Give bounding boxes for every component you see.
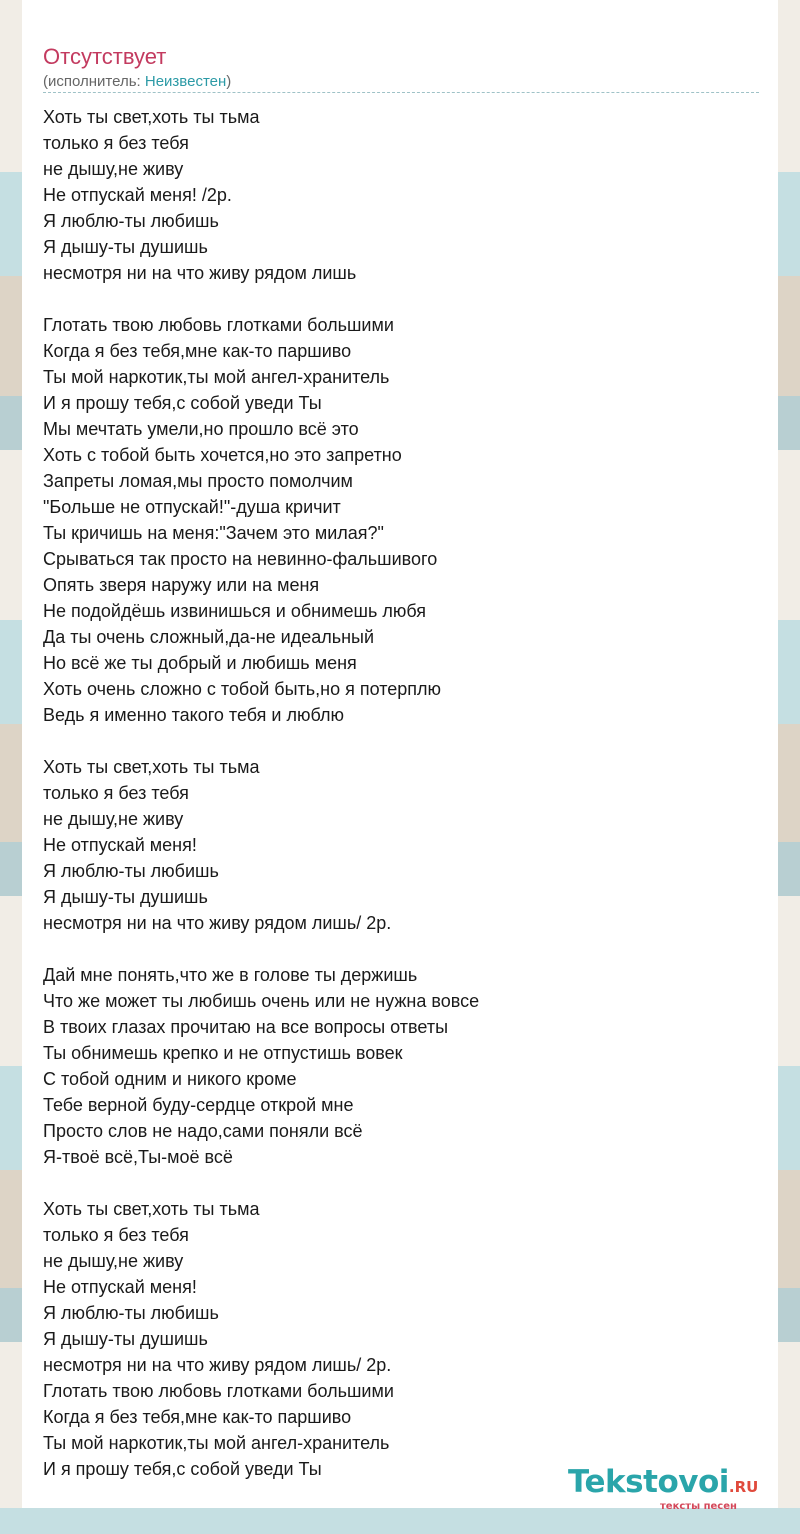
lyric-line: Хоть ты свет,хоть ты тьма: [43, 1199, 260, 1219]
lyric-line: [43, 1170, 758, 1196]
song-title: Отсутствует: [43, 44, 167, 69]
lyric-line: Я люблю-ты любишь: [43, 211, 219, 231]
lyric-line: не дышу,не живу: [43, 809, 184, 829]
lyric-line: [43, 936, 758, 962]
lyric-line: [43, 728, 758, 754]
lyric-line: несмотря ни на что живу рядом лишь/ 2р.: [43, 913, 392, 933]
lyric-line: Хоть с тобой быть хочется,но это запретно: [43, 445, 402, 465]
lyric-line: [43, 286, 758, 312]
lyric-line: Мы мечтать умели,но прошло всё это: [43, 419, 359, 439]
artist-suffix: ): [226, 73, 232, 90]
lyric-line: только я без тебя: [43, 133, 189, 153]
lyric-line: Ведь я именно такого тебя и люблю: [43, 705, 344, 725]
lyric-line: В твоих глазах прочитаю на все вопросы ответы: [43, 1017, 448, 1037]
lyric-line: Срываться так просто на невинно-фальшивого: [43, 549, 438, 569]
lyric-line: Ты обнимешь крепко и не отпустишь вовек: [43, 1043, 403, 1063]
lyric-line: Когда я без тебя,мне как-то паршиво: [43, 341, 352, 361]
lyric-line: Глотать твою любовь глотками большими: [43, 1381, 394, 1401]
artist-line: [43, 73, 231, 90]
lyric-line: "Больше не отпускай!"-душа кричит: [43, 497, 341, 517]
lyric-line: Я дышу-ты душишь: [43, 887, 208, 907]
lyric-line: Не подойдёшь извинишься и обнимешь любя: [43, 601, 427, 621]
lyric-line: только я без тебя: [43, 1225, 189, 1245]
lyric-line: Хоть очень сложно с тобой быть,но я потерплю: [43, 679, 442, 699]
lyric-line: Запреты ломая,мы просто помолчим: [43, 471, 353, 491]
lyric-line: Не отпускай меня! /2р.: [43, 185, 232, 205]
lyric-line: несмотря ни на что живу рядом лишь: [43, 263, 357, 283]
lyric-line: Я-твоё всё,Ты-моё всё: [43, 1147, 233, 1167]
lyric-line: Просто слов не надо,сами поняли всё: [43, 1121, 363, 1141]
logo-domain-suffix: .RU: [728, 1478, 759, 1496]
lyric-line: Тебе верной буду-сердце открой мне: [43, 1095, 354, 1115]
artist-prefix: (исполнитель:: [43, 73, 145, 90]
lyric-line: Ты кричишь на меня:"Зачем это милая?": [43, 523, 384, 543]
lyric-line: И я прошу тебя,с собой уведи Ты: [43, 393, 322, 413]
lyric-line: Да ты очень сложный,да-не идеальный: [43, 627, 375, 647]
lyric-line: не дышу,не живу: [43, 1251, 184, 1271]
lyric-line: С тобой одним и никого кроме: [43, 1069, 297, 1089]
site-logo[interactable]: [568, 1464, 759, 1512]
lyric-line: не дышу,не живу: [43, 159, 184, 179]
lyrics-text: [43, 104, 758, 1482]
logo-wordmark: Tekstovoi: [568, 1464, 729, 1500]
lyric-line: И я прошу тебя,с собой уведи Ты: [43, 1459, 322, 1479]
lyric-line: Дай мне понять,что же в голове ты держишь: [43, 965, 418, 985]
lyric-line: Я дышу-ты душишь: [43, 1329, 208, 1349]
lyric-line: Глотать твою любовь глотками большими: [43, 315, 394, 335]
lyric-line: Не отпускай меня!: [43, 1277, 197, 1297]
artist-link[interactable]: Неизвестен: [144, 73, 227, 90]
lyric-line: Хоть ты свет,хоть ты тьма: [43, 107, 260, 127]
logo-tagline: тексты песен: [660, 1501, 737, 1512]
title-divider: [43, 92, 759, 93]
lyric-line: Что же может ты любишь очень или не нужна вовсе: [43, 991, 480, 1011]
lyric-line: Я люблю-ты любишь: [43, 1303, 219, 1323]
lyric-line: только я без тебя: [43, 783, 189, 803]
lyric-line: Ты мой наркотик,ты мой ангел-хранитель: [43, 367, 390, 387]
lyric-line: Я дышу-ты душишь: [43, 237, 208, 257]
lyric-line: Когда я без тебя,мне как-то паршиво: [43, 1407, 352, 1427]
lyric-line: Ты мой наркотик,ты мой ангел-хранитель: [43, 1433, 390, 1453]
lyric-line: Опять зверя наружу или на меня: [43, 575, 320, 595]
lyric-line: Но всё же ты добрый и любишь меня: [43, 653, 357, 673]
lyric-line: несмотря ни на что живу рядом лишь/ 2р.: [43, 1355, 392, 1375]
lyric-line: Я люблю-ты любишь: [43, 861, 219, 881]
lyric-line: Хоть ты свет,хоть ты тьма: [43, 757, 260, 777]
lyric-line: Не отпускай меня!: [43, 835, 197, 855]
